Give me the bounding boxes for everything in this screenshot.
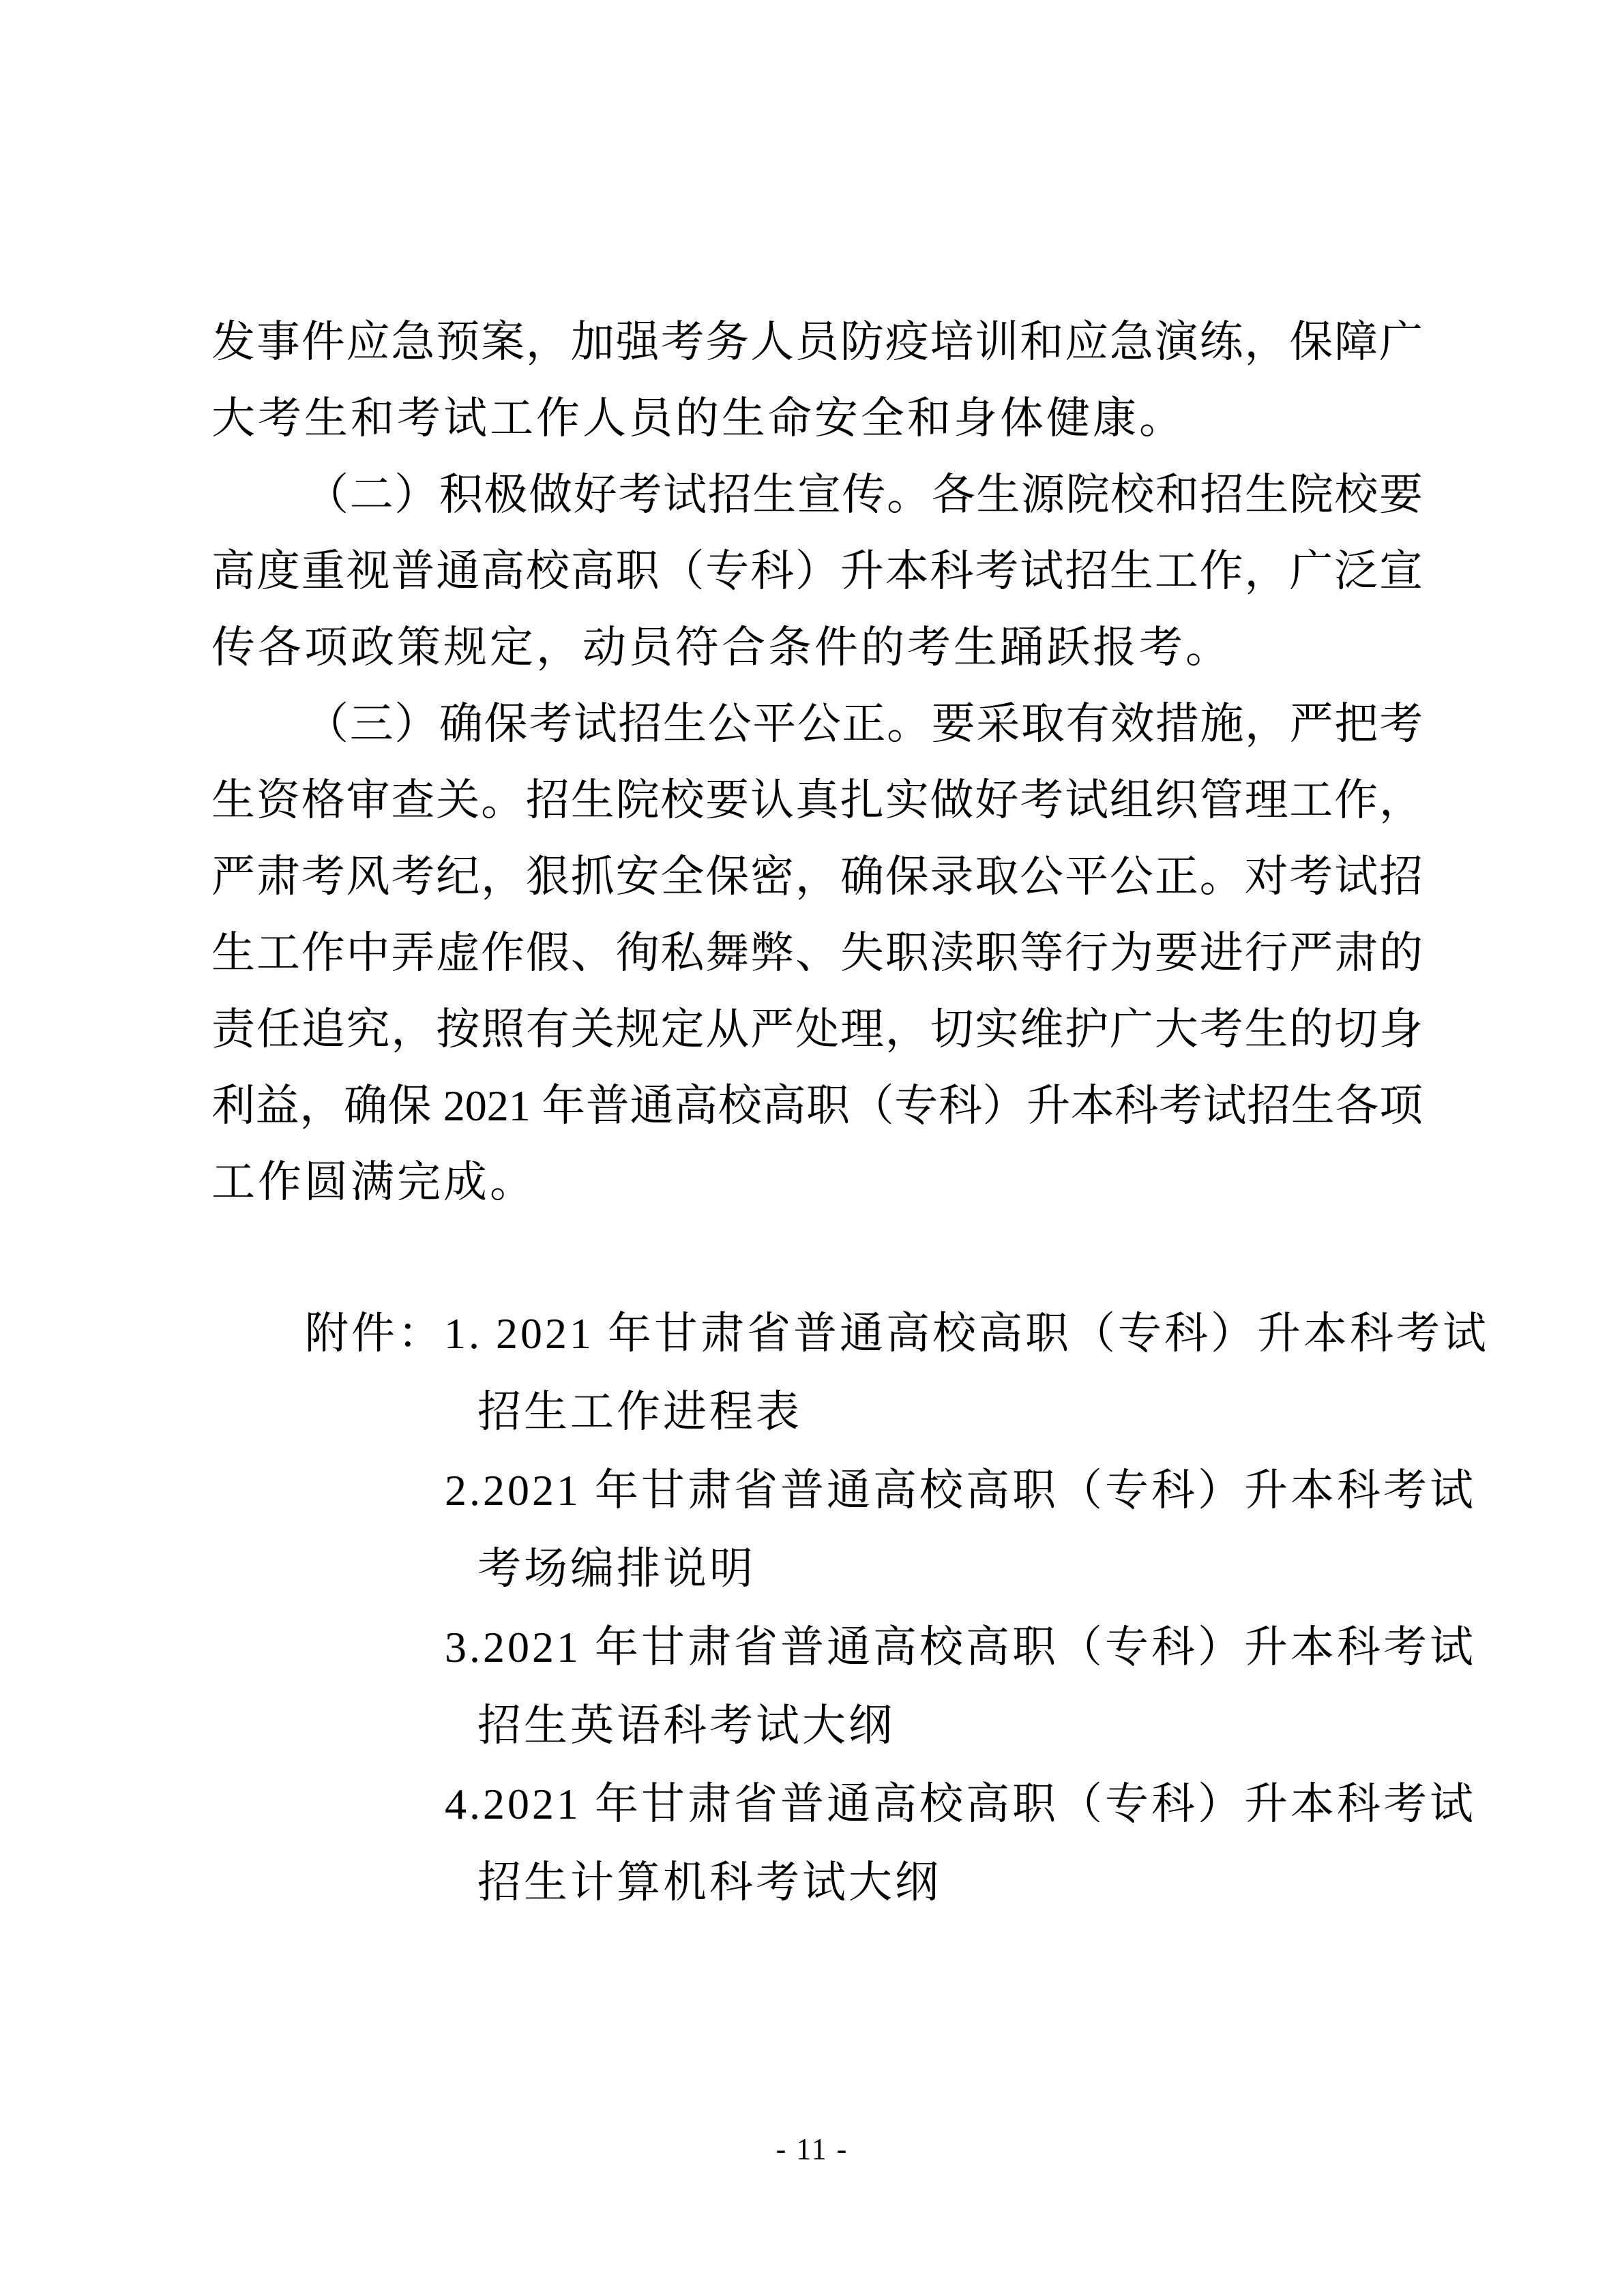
attachment-line: 招生工作进程表 (477, 1388, 802, 1436)
body-text-line: （二）积极做好考试招生宣传。各生源院校和招生院校要 (305, 471, 1423, 519)
body-text-line: 发事件应急预案，加强考务人员防疫培训和应急演练，保障广 (211, 318, 1423, 366)
attachment-line: 4.2021 年甘肃省普通高校高职（专科）升本科考试 (445, 1780, 1476, 1828)
body-text-line: 责任追究，按照有关规定从严处理，切实维护广大考生的切身 (211, 1005, 1423, 1054)
body-text-line: （三）确保考试招生公平公正。要采取有效措施，严把考 (305, 700, 1423, 748)
paragraph-gap (211, 1221, 1423, 1294)
body-text (211, 304, 1423, 1221)
body-text-line: 严肃考风考纪，狠抓安全保密，确保录取公平公正。对考试招 (211, 852, 1423, 901)
text-column (211, 0, 1489, 1922)
top-margin (211, 0, 1423, 304)
attachment-line: 3.2021 年甘肃省普通高校高职（专科）升本科考试 (445, 1623, 1476, 1671)
page-number-footer: - 11 - (776, 2132, 848, 2166)
attachment-line: 招生计算机科考试大纲 (477, 1858, 941, 1907)
attachment-line: 附件：1. 2021 年甘肃省普通高校高职（专科）升本科考试 (305, 1309, 1489, 1358)
attachment-list (211, 1294, 1489, 1922)
body-text-line: 大考生和考试工作人员的生命安全和身体健康。 (211, 394, 1185, 443)
body-text-line: 传各项政策规定，动员符合条件的考生踊跃报考。 (211, 623, 1232, 672)
attachment-line: 考场编排说明 (477, 1545, 756, 1593)
body-text-line: 生工作中弄虚作假、徇私舞弊、失职渎职等行为要进行严肃的 (211, 929, 1423, 977)
body-text-line: 工作圆满完成。 (211, 1158, 536, 1206)
body-text-line: 生资格审查关。招生院校要认真扎实做好考试组织管理工作， (211, 776, 1423, 824)
body-text-line: 利益，确保 2021 年普通高校高职（专科）升本科考试招生各项 (211, 1082, 1423, 1130)
attachment-line: 2.2021 年甘肃省普通高校高职（专科）升本科考试 (445, 1466, 1476, 1515)
body-text-line: 高度重视普通高校高职（专科）升本科考试招生工作，广泛宣 (211, 547, 1423, 595)
attachment-line: 招生英语科考试大纲 (477, 1701, 895, 1750)
